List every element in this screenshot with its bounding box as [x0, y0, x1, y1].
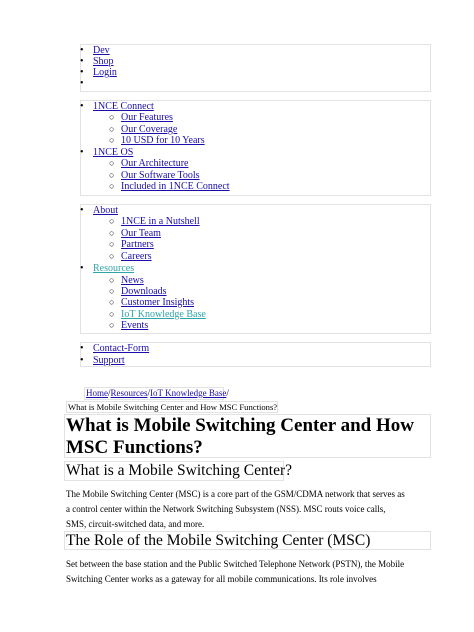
bullet-icon: •: [80, 78, 84, 89]
bullet-icon: •: [80, 147, 84, 158]
paragraph-line: The Mobile Switching Center (MSC) is a core part of the GSM/CDMA network that serves as: [66, 489, 405, 499]
breadcrumb-current: What is Mobile Switching Center and How MSC Functions?: [68, 402, 278, 412]
nutshell-link[interactable]: 1NCE in a Nutshell: [121, 216, 200, 227]
1nce-connect-link[interactable]: 1NCE Connect: [93, 101, 154, 112]
nav-item-login[interactable]: [80, 67, 117, 79]
our-features-link[interactable]: Our Features: [121, 112, 173, 123]
support-link[interactable]: Support: [93, 355, 125, 366]
login-link[interactable]: Login: [93, 67, 117, 78]
news-link[interactable]: News: [121, 275, 144, 286]
subnav-item-events[interactable]: [109, 320, 149, 332]
breadcrumb-resources-link[interactable]: Resources: [110, 388, 148, 398]
careers-link[interactable]: Careers: [121, 251, 152, 262]
subnav-item-our-architecture[interactable]: [109, 158, 189, 170]
subnav-item-our-software-tools[interactable]: [109, 170, 200, 182]
paragraph-line: Switching Center works as a gateway for all mobile communications. Its role involves: [66, 574, 377, 584]
circle-bullet-icon: ○: [109, 286, 115, 296]
bullet-icon: •: [80, 355, 84, 366]
circle-bullet-icon: ○: [109, 181, 115, 191]
breadcrumb-iot-knowledge-base-link[interactable]: IoT Knowledge Base: [150, 388, 227, 398]
nav-item-dev[interactable]: [80, 45, 110, 57]
paragraph-line: SMS, circuit-switched data, and more.: [66, 519, 205, 529]
our-team-link[interactable]: Our Team: [121, 228, 161, 239]
subnav-item-included[interactable]: [109, 181, 230, 193]
circle-bullet-icon: ○: [109, 239, 115, 249]
bullet-icon: •: [80, 67, 84, 78]
bullet-icon: •: [80, 205, 84, 216]
our-architecture-link[interactable]: Our Architecture: [121, 158, 189, 169]
included-in-1nce-connect-link[interactable]: Included in 1NCE Connect: [121, 181, 230, 192]
breadcrumb-separator: /: [108, 388, 111, 398]
resources-link[interactable]: Resources: [93, 263, 135, 274]
subnav-item-iot-knowledge-base[interactable]: [109, 309, 206, 321]
shop-link[interactable]: Shop: [93, 56, 114, 67]
nav-item-1nce-os[interactable]: [80, 147, 134, 159]
events-link[interactable]: Events: [121, 320, 149, 331]
10-usd-link[interactable]: 10 USD for 10 Years: [121, 135, 205, 146]
page-title: What is Mobile Switching Center and How: [66, 415, 415, 436]
subnav-item-our-coverage[interactable]: [109, 124, 178, 136]
nav-item-support[interactable]: [80, 355, 125, 367]
circle-bullet-icon: ○: [109, 158, 115, 168]
bullet-icon: •: [80, 263, 84, 274]
nav-item-contact-form[interactable]: [80, 343, 150, 355]
our-coverage-link[interactable]: Our Coverage: [121, 124, 178, 135]
downloads-link[interactable]: Downloads: [121, 286, 167, 297]
customer-insights-link[interactable]: Customer Insights: [121, 297, 195, 308]
bullet-icon: •: [80, 45, 84, 56]
section-heading-what-is-msc: What is a Mobile Switching Center?: [66, 462, 292, 479]
circle-bullet-icon: ○: [109, 251, 115, 261]
subnav-item-news[interactable]: [109, 275, 144, 287]
circle-bullet-icon: ○: [109, 228, 115, 238]
paragraph-line: a control center within the Network Switching Subsystem (NSS). MSC routs voice calls,: [66, 504, 386, 514]
breadcrumb-links: [86, 387, 229, 399]
circle-bullet-icon: ○: [109, 297, 115, 307]
paragraph-line: Set between the base station and the Public Switched Telephone Network (PSTN), the Mobile: [66, 559, 405, 569]
circle-bullet-icon: ○: [109, 320, 115, 330]
subnav-item-our-team[interactable]: [109, 228, 161, 240]
breadcrumb-separator: /: [226, 388, 229, 398]
circle-bullet-icon: ○: [109, 135, 115, 145]
bullet-icon: •: [80, 56, 84, 67]
about-link[interactable]: About: [93, 205, 118, 216]
circle-bullet-icon: ○: [109, 309, 115, 319]
circle-bullet-icon: ○: [109, 112, 115, 122]
section-heading-role-of-msc: The Role of the Mobile Switching Center (MSC): [66, 532, 371, 549]
circle-bullet-icon: ○: [109, 216, 115, 226]
circle-bullet-icon: ○: [109, 124, 115, 134]
subnav-item-customer-insights[interactable]: [109, 297, 195, 309]
subnav-item-our-features[interactable]: [109, 112, 173, 124]
subnav-item-10-usd[interactable]: [109, 135, 205, 147]
1nce-os-link[interactable]: 1NCE OS: [93, 147, 134, 158]
our-software-tools-link[interactable]: Our Software Tools: [121, 170, 200, 181]
nav-item-shop[interactable]: [80, 56, 114, 68]
nav-item-about[interactable]: [80, 205, 118, 217]
page-title-line-2: MSC Functions?: [66, 437, 203, 458]
dev-link[interactable]: Dev: [93, 45, 110, 56]
bullet-icon: •: [80, 343, 84, 354]
iot-knowledge-base-link[interactable]: IoT Knowledge Base: [121, 309, 206, 320]
breadcrumb-home-link[interactable]: Home: [86, 388, 108, 398]
subnav-item-partners[interactable]: [109, 239, 154, 251]
bullet-icon: •: [80, 101, 84, 112]
subnav-item-downloads[interactable]: [109, 286, 167, 298]
account-nav: [80, 44, 431, 92]
subnav-item-careers[interactable]: [109, 251, 152, 263]
circle-bullet-icon: ○: [109, 275, 115, 285]
nav-item-1nce-connect[interactable]: [80, 101, 154, 113]
circle-bullet-icon: ○: [109, 170, 115, 180]
breadcrumb-separator: /: [147, 388, 151, 398]
partners-link[interactable]: Partners: [121, 239, 154, 250]
subnav-item-nutshell[interactable]: [109, 216, 200, 228]
contact-form-link[interactable]: Contact-Form: [93, 343, 150, 354]
nav-item-resources[interactable]: [80, 263, 135, 275]
